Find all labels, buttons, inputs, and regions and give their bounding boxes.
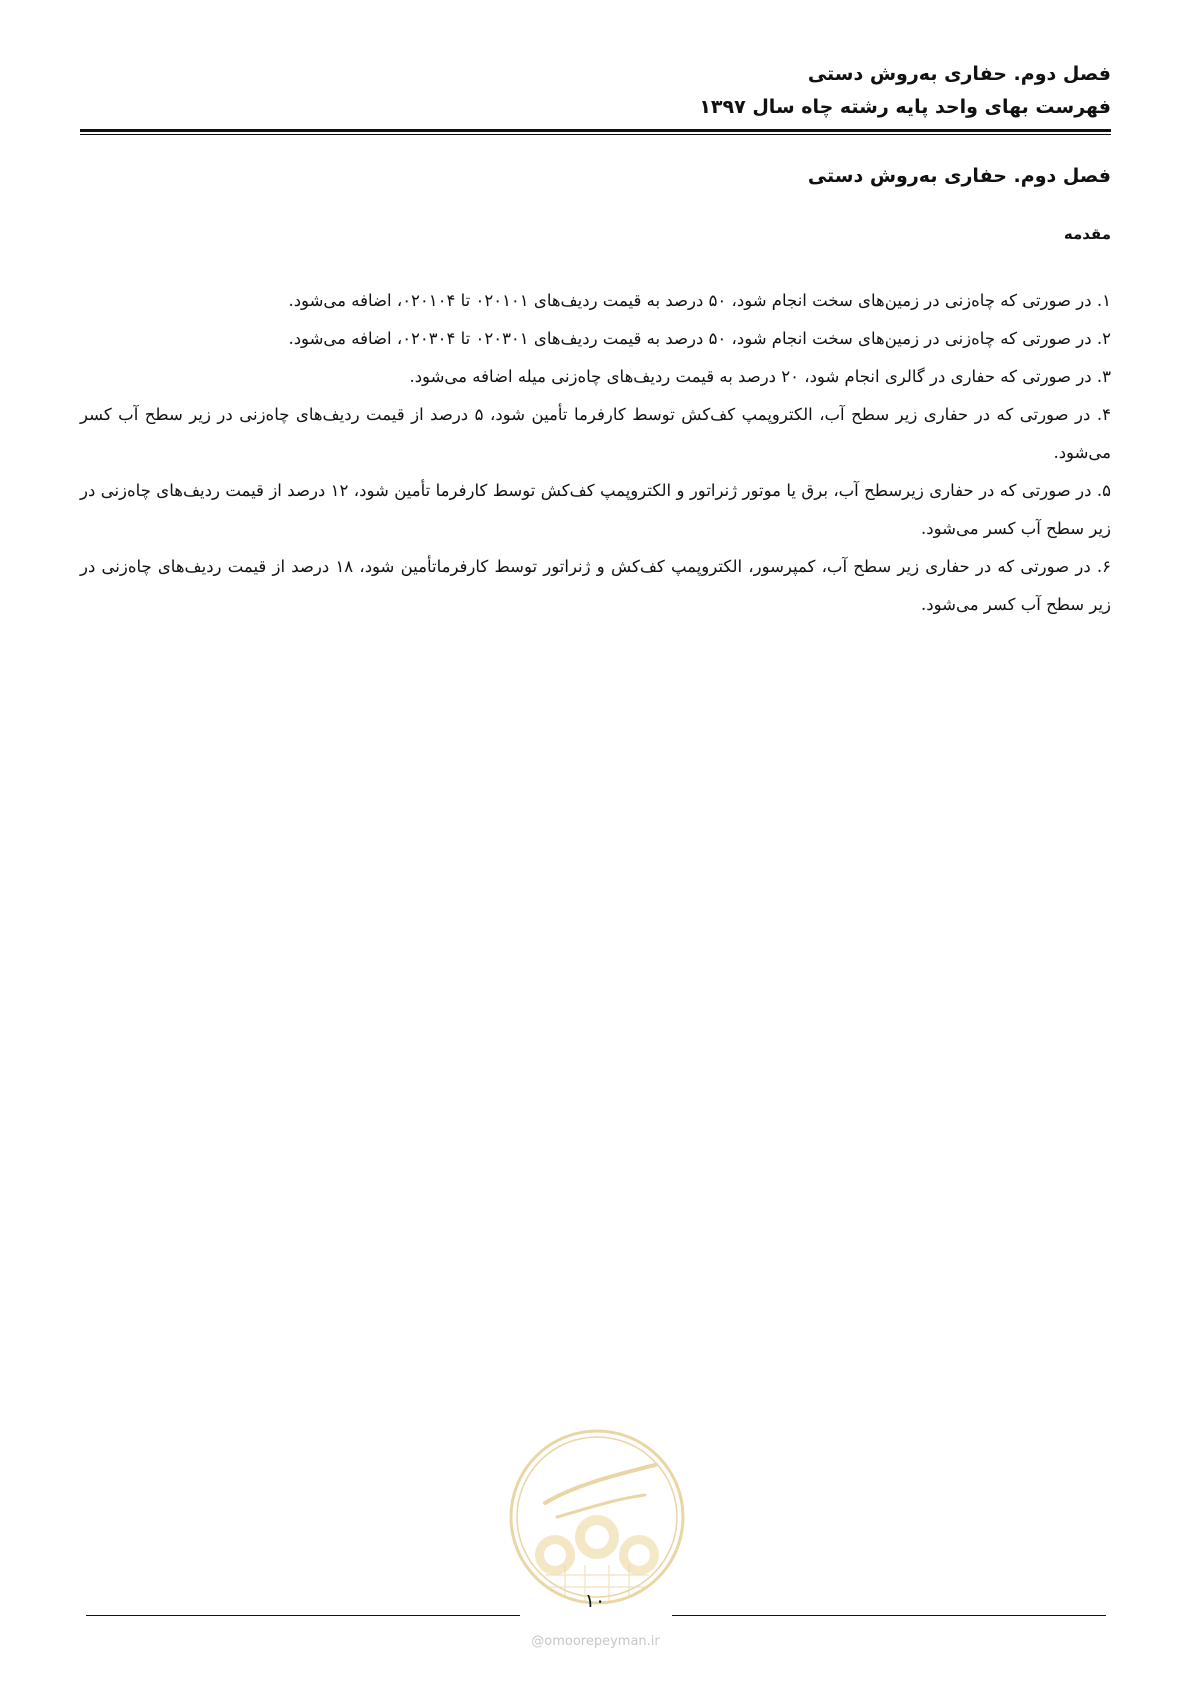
list-item: ۴. در صورتی که در حفاری زیر سطح آب، الکتروپمپ کف‌کش توسط کارفرما تأمین شود، ۵ درصد از قیمت ردیف‌های چاه‌زنی در زیر سطح آب کسر می‌شود. (80, 405, 1111, 462)
intro-heading: مقدمه (1063, 225, 1111, 243)
footer-rule-right (672, 1615, 1106, 1616)
header-double-rule (80, 129, 1111, 136)
list-item: ۲. در صورتی که چاه‌زنی در زمین‌های سخت انجام شود، ۵۰ درصد به قیمت ردیف‌های ۰۲۰۳۰۱ تا ۰۲۰۳۰۴، اضافه می‌شود. (288, 329, 1111, 348)
header-rule-thick (80, 129, 1111, 132)
list-item: ۶. در صورتی که در حفاری زیر سطح آب، کمپرسور، الکتروپمپ کف‌کش و ژنراتور توسط کارفرماتأمین شود، ۱۸ درصد از قیمت ردیف‌های چاه‌زنی در زیر سطح آب کسر می‌شود. (80, 557, 1111, 614)
site-credit: @omoorepeyman.ir (531, 1634, 660, 1649)
header-chapter-title: فصل دوم. حفاری به‌روش دستی (807, 63, 1111, 85)
page-number: ۱۰ (584, 1590, 606, 1612)
footer-rule-left (86, 1615, 520, 1616)
section-title: فصل دوم. حفاری به‌روش دستی (807, 165, 1111, 187)
rules-list (80, 282, 1111, 624)
list-item: ۵. در صورتی که در حفاری زیرسطح آب، برق یا موتور ژنراتور و الکتروپمپ کف‌کش توسط کارفرما تأمین شود، ۱۲ درصد از قیمت ردیف‌های چاه‌زنی در زیر سطح آب کسر می‌شود. (80, 481, 1111, 538)
header-document-title: فهرست بهای واحد پایه رشته چاه سال ۱۳۹۷ (699, 96, 1111, 118)
watermark-logo (505, 1425, 689, 1609)
header-rule-thin (80, 134, 1111, 135)
list-item: ۱. در صورتی که چاه‌زنی در زمین‌های سخت انجام شود، ۵۰ درصد به قیمت ردیف‌های ۰۲۰۱۰۱ تا ۰۲۰۱۰۴، اضافه می‌شود. (288, 291, 1111, 310)
page-header (80, 58, 1111, 124)
list-item: ۳. در صورتی که حفاری در گالری انجام شود، ۲۰ درصد به قیمت ردیف‌های چاه‌زنی میله اضافه می‌شود. (409, 367, 1111, 386)
